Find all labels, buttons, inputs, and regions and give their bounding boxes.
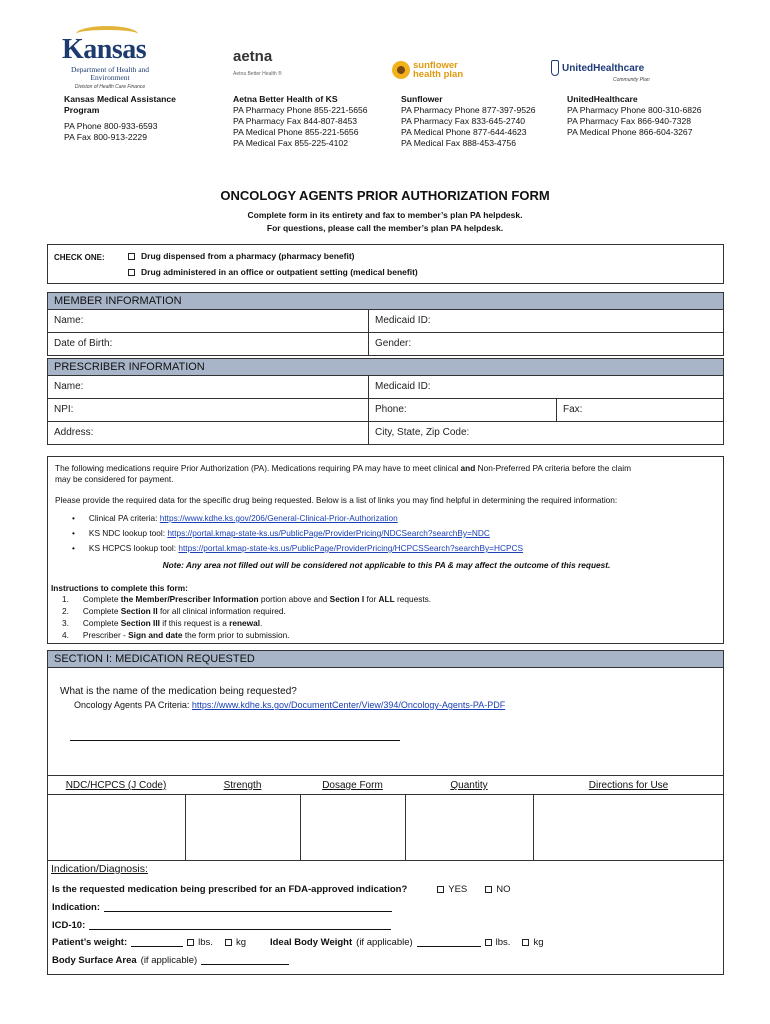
indication-label: Indication:: [52, 902, 101, 913]
contact-line: PA Fax 800-913-2229: [64, 132, 147, 142]
no-label: NO: [496, 884, 511, 895]
contact-line: PA Medical Phone 877-644-4623: [401, 127, 527, 137]
indication-input[interactable]: [104, 903, 392, 912]
contact-sunflower: [401, 94, 536, 149]
prescriber-row-1: [47, 376, 724, 399]
contact-title: Program: [64, 105, 100, 115]
contact-line: PA Pharmacy Fax 844-807-8453: [233, 116, 358, 126]
kg-label: kg: [533, 937, 544, 948]
icd10-input[interactable]: [89, 921, 391, 930]
lbs-label: lbs.: [198, 937, 213, 948]
member-row-1: [47, 310, 724, 333]
bullet: •: [72, 513, 75, 523]
contact-title: Aetna Better Health of KS: [233, 94, 338, 104]
prescriber-address-field[interactable]: Address:: [54, 427, 94, 438]
sunflower-line1: sunflower: [413, 60, 458, 71]
prescriber-npi-field[interactable]: NPI:: [54, 404, 74, 415]
if-applicable-label: (if applicable): [356, 937, 413, 948]
required-data-text: Please provide the required data for the specific drug being requested. Below is a list of links you may find helpful in determining the required information:: [55, 495, 618, 505]
contact-line: PA Pharmacy Phone 800-310-6826: [567, 105, 702, 115]
yes-label: YES: [448, 884, 468, 895]
instruction-item: 2. Complete Section II for all clinical information required.: [62, 606, 286, 616]
member-row-2: [47, 333, 724, 356]
sunflower-icon: [392, 61, 410, 79]
weight-lbs-checkbox[interactable]: [187, 939, 194, 946]
ibw-lbs-checkbox[interactable]: [485, 939, 492, 946]
medical-benefit-checkbox[interactable]: [128, 269, 135, 276]
prescriber-info-header: PRESCRIBER INFORMATION: [47, 358, 724, 376]
oncology-criteria: Oncology Agents PA Criteria: https://www.kdhe.ks.gov/DocumentCenter/View/394/Oncology-Agents-PA-PDF: [74, 700, 506, 710]
no-checkbox[interactable]: [485, 886, 492, 893]
contact-line: PA Pharmacy Phone 855-221-5656: [233, 105, 368, 115]
link-item: • KS NDC lookup tool: https://portal.kmap-state-ks.us/PublicPage/ProviderPricing/NDCSearch?searchBy=NDC: [72, 528, 490, 538]
patient-weight-label: Patient’s weight:: [52, 937, 128, 948]
pharmacy-benefit-checkbox[interactable]: [128, 253, 135, 260]
medication-table-body[interactable]: [47, 795, 724, 860]
bsa-row: [52, 955, 289, 966]
col-strength: Strength: [223, 780, 262, 791]
member-dob-field[interactable]: Date of Birth:: [54, 338, 113, 349]
member-medicaid-id-field[interactable]: Medicaid ID:: [375, 315, 431, 326]
link-item: • KS HCPCS lookup tool: https://portal.kmap-state-ks.us/PublicPage/ProviderPricing/HCPCSSearch?searchBy=HCPCS: [72, 543, 524, 553]
option-label: Drug dispensed from a pharmacy (pharmacy benefit): [141, 251, 355, 261]
contact-title: UnitedHealthcare: [567, 94, 638, 104]
medication-table-header: [47, 775, 724, 795]
if-applicable-label: (if applicable): [140, 955, 198, 966]
ibw-label: Ideal Body Weight: [269, 937, 353, 948]
aetna-logo: [233, 48, 282, 77]
instruction-item: 1. Complete the Member/Prescriber Information portion above and Section I for ALL requests.: [62, 594, 432, 604]
prescriber-fax-field[interactable]: Fax:: [563, 404, 583, 415]
option-label: Drug administered in an office or outpatient setting (medical benefit): [141, 267, 418, 277]
contact-line: PA Pharmacy Fax 833-645-2740: [401, 116, 526, 126]
form-title: ONCOLOGY AGENTS PRIOR AUTHORIZATION FORM: [220, 188, 550, 203]
form-subtitle-1: Complete form in its entirety and fax to member’s plan PA helpdesk.: [247, 210, 523, 220]
contact-line: PA Pharmacy Fax 866-940-7328: [567, 116, 692, 126]
col-directions: Directions for Use: [588, 780, 669, 791]
prescriber-medicaid-id-field[interactable]: Medicaid ID:: [375, 381, 431, 392]
instruction-item: 4. Prescriber - Sign and date the form prior to submission.: [62, 630, 290, 640]
bsa-input[interactable]: [201, 956, 289, 965]
kg-label: kg: [235, 937, 246, 948]
kansas-logo: [48, 26, 166, 90]
uhc-logo-sub: Community Plan: [613, 77, 650, 83]
pa-requirement-text: The following medications require Prior Authorization (PA). Medications requiring PA may have to meet clinical and Non-Preferred PA criteria before the claim may be considered for payment.: [55, 463, 631, 484]
aetna-logo-tagline: Aetna Better Health ®: [233, 71, 282, 77]
contact-line: PA Medical Phone 855-221-5656: [233, 127, 359, 137]
contact-aetna: [233, 94, 368, 149]
contact-line: PA Medical Phone 866-604-3267: [567, 127, 693, 137]
lbs-label: lbs.: [495, 937, 511, 948]
col-ndc-hcpcs: NDC/HCPCS (J Code): [65, 780, 167, 791]
kansas-logo-division: Division of Health Care Finance: [74, 84, 146, 90]
prescriber-phone-field[interactable]: Phone:: [375, 404, 407, 415]
prescriber-row-2: [47, 399, 724, 422]
check-one-label: CHECK ONE:: [54, 253, 105, 262]
ibw-kg-checkbox[interactable]: [522, 939, 529, 946]
bsa-label: Body Surface Area: [52, 955, 137, 966]
yes-checkbox[interactable]: [437, 886, 444, 893]
uhc-shield-icon: [551, 60, 559, 76]
aetna-logo-word: aetna: [233, 48, 273, 65]
weight-row: [52, 937, 544, 948]
icd10-label: ICD-10:: [52, 920, 86, 931]
check-one-block: [47, 244, 724, 284]
contact-kmap: [64, 94, 176, 143]
contact-line: PA Medical Fax 855-225-4102: [233, 138, 348, 148]
instructions-title: Instructions to complete this form:: [51, 583, 188, 593]
contact-line: PA Phone 800-933-6593: [64, 121, 158, 131]
instructions-box: [47, 456, 724, 644]
bullet: •: [72, 528, 75, 538]
prescriber-name-field[interactable]: Name:: [54, 381, 84, 392]
sunflower-line2: health plan: [413, 69, 464, 80]
link-item: • Clinical PA criteria: https://www.kdhe.ks.gov/206/General-Clinical-Prior-Authorization: [72, 513, 398, 523]
contact-title: Sunflower: [401, 94, 443, 104]
indication-row: [52, 902, 392, 913]
icd10-row: [52, 920, 391, 931]
kansas-logo-sub: Department of Health and Environment: [70, 65, 150, 82]
member-info-header: MEMBER INFORMATION: [47, 292, 724, 310]
ndc-lookup-link[interactable]: https://portal.kmap-state-ks.us/PublicPage/ProviderPricing/NDCSearch?searchBy=NDC: [167, 528, 490, 538]
clinical-pa-criteria-link[interactable]: https://www.kdhe.ks.gov/206/General-Clinical-Prior-Authorization: [159, 513, 398, 523]
col-quantity: Quantity: [450, 780, 488, 791]
uhc-logo: [551, 60, 650, 83]
indication-diagnosis-header: Indication/Diagnosis:: [47, 860, 724, 877]
contact-line: PA Pharmacy Phone 877-397-9526: [401, 105, 536, 115]
form-subtitle-2: For questions, please call the member’s plan PA helpdesk.: [266, 223, 504, 233]
prescriber-row-3: [47, 422, 724, 445]
contact-title: Kansas Medical Assistance: [64, 94, 176, 104]
medical-benefit-option[interactable]: [128, 267, 418, 277]
note-text: Note: Any area not filled out will be considered not applicable to this PA & may affect the outcome of this request.: [162, 560, 611, 570]
uhc-logo-word: UnitedHealthcare: [562, 62, 645, 74]
oncology-criteria-link[interactable]: https://www.kdhe.ks.gov/DocumentCenter/View/394/Oncology-Agents-PA-PDF: [191, 700, 506, 710]
bullet: •: [72, 543, 75, 553]
contact-line: PA Medical Fax 888-453-4756: [401, 138, 516, 148]
ibw-input[interactable]: [417, 938, 481, 947]
weight-kg-checkbox[interactable]: [225, 939, 232, 946]
kansas-logo-word: Kansas: [62, 34, 147, 65]
medication-question: What is the name of the medication being requested?: [60, 686, 297, 697]
medication-name-input-line[interactable]: [70, 740, 400, 741]
fda-question: Is the requested medication being prescribed for an FDA-approved indication?: [52, 884, 408, 895]
sunflower-logo: [392, 58, 463, 82]
pharmacy-benefit-option[interactable]: [128, 251, 355, 261]
section-1-header: SECTION I: MEDICATION REQUESTED: [47, 650, 724, 668]
prescriber-city-field[interactable]: City, State, Zip Code:: [375, 427, 470, 438]
instruction-item: 3. Complete Section III if this request is a renewal.: [62, 618, 263, 628]
fda-approved-row: [52, 884, 511, 895]
patient-weight-input[interactable]: [131, 938, 183, 947]
hcpcs-lookup-link[interactable]: https://portal.kmap-state-ks.us/PublicPage/ProviderPricing/HCPCSSearch?searchBy=HCPCS: [178, 543, 524, 553]
contact-uhc: [567, 94, 702, 138]
member-name-field[interactable]: Name:: [54, 315, 84, 326]
col-dosage-form: Dosage Form: [322, 780, 383, 791]
member-gender-field[interactable]: Gender:: [375, 338, 412, 349]
